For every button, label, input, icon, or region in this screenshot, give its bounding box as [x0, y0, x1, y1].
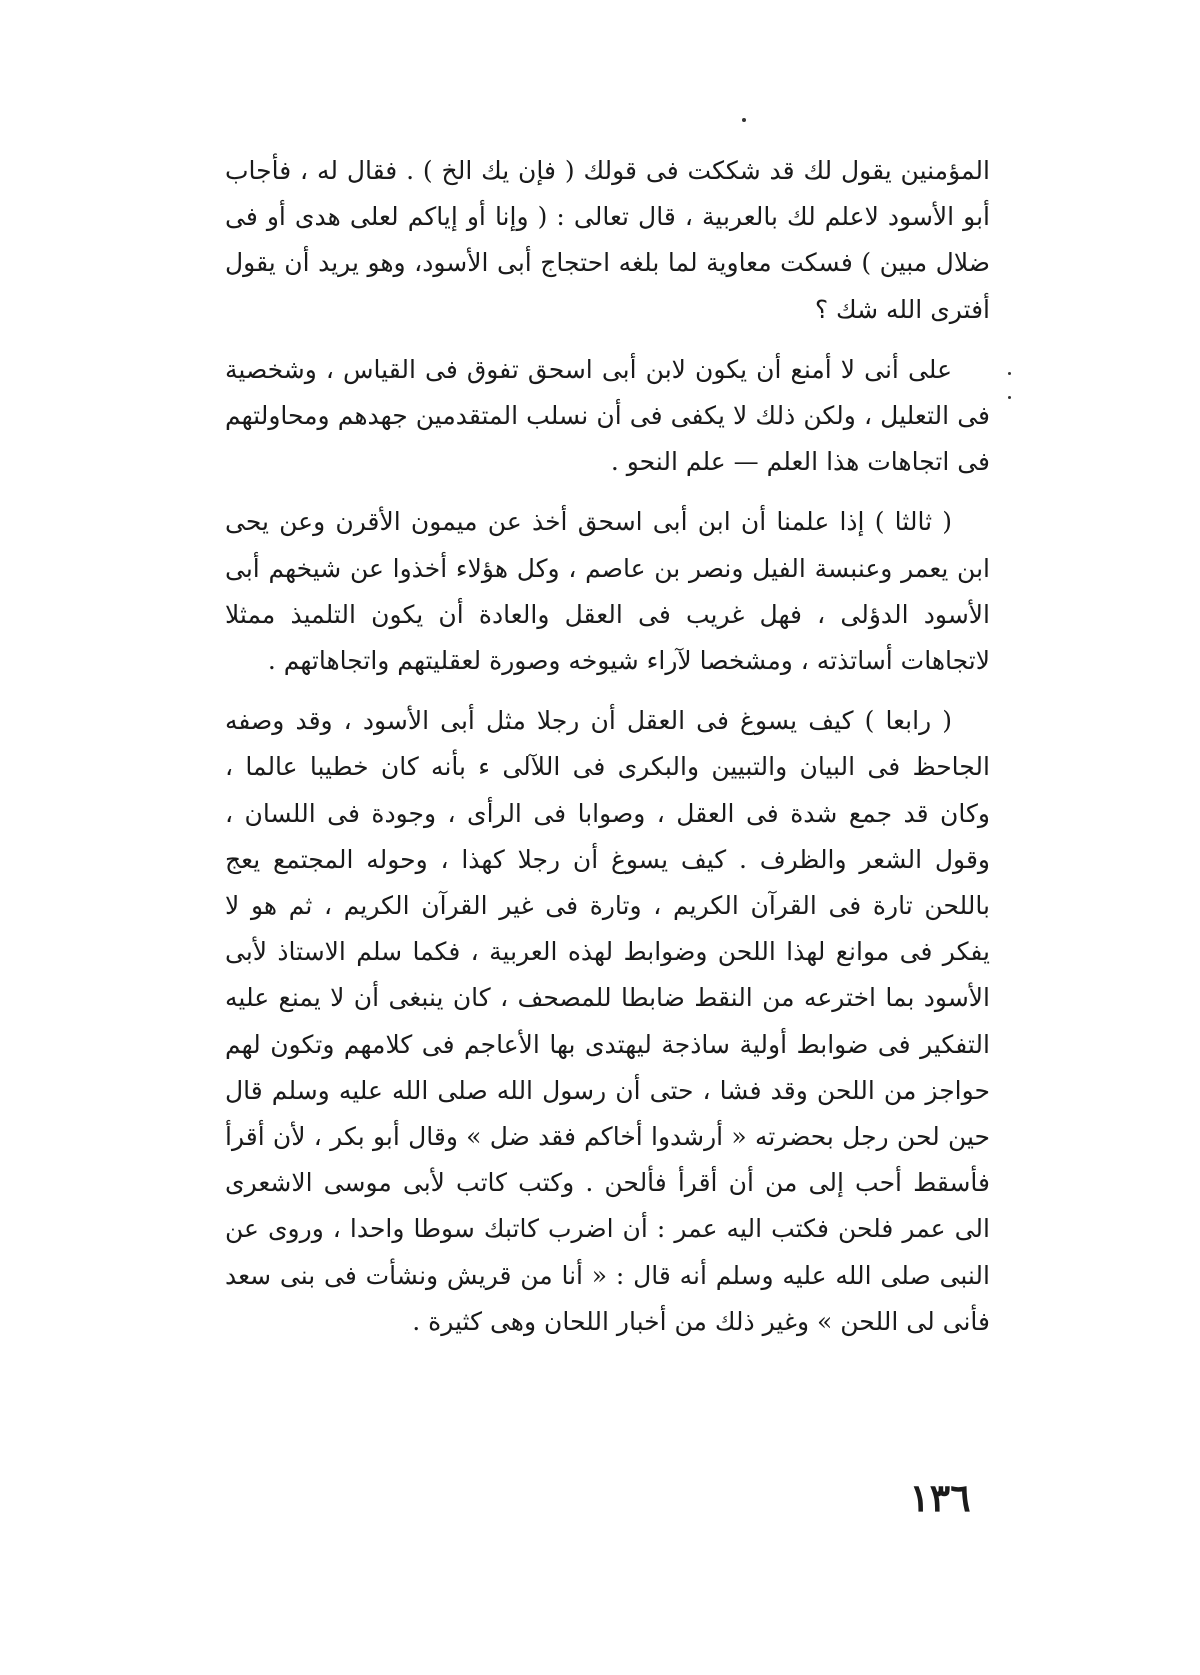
paragraph-3: ( ثالثا ) إذا علمنا أن ابن أبى اسحق أخذ عن ميمون الأقرن وعن يحى ابن يعمر وعنبسة الفيل ونصر بن عاصم ، وكل هؤلاء أخذوا عن شيخهم أبى الأسود الدؤلى ، فهل غريب فى العقل والعادة أن يكون التلميذ ممثلا لاتجاهات أساتذته ، ومشخصا لآراء شيوخه وصورة لعقليتهم واتجاهاتهم .: [225, 507, 990, 676]
paragraph-1: المؤمنين يقول لك قد شككت فى قولك ( فإن يك الخ ) . فقال له ، فأجاب أبو الأسود لاعلم لك بالعربية ، قال تعالى : ( وإنا أو إياكم لعلى هدى أو فى ضلال مبين ) فسكت معاوية لما بلغه احتجاج أبى الأسود، وهو يريد أن يقول أفترى الله شك ؟: [225, 156, 990, 324]
ink-speck: [1008, 396, 1011, 399]
paragraph-2: على أنى لا أمنع أن يكون لابن أبى اسحق تفوق فى القياس ، وشخصية فى التعليل ، ولكن ذلك لا يكفى فى أن نسلب المتقدمين جهدهم ومحاولتهم فى اتجاهات هذا العلم — علم النحو .: [225, 354, 990, 477]
ink-speck: [742, 118, 746, 122]
paragraph-4: ( رابعا ) كيف يسوغ فى العقل أن رجلا مثل أبى الأسود ، وقد وصفه الجاحظ فى البيان والتبيين والبكرى فى اللآلى ء بأنه كان خطيبا عالما ، وكان قد جمع شدة فى العقل ، وصوابا فى الرأى ، وجودة فى اللسان ، وقول الشعر والظرف . كيف يسوغ أن رجلا كهذا ، وحوله المجتمع يعج باللحن تارة فى القرآن الكريم ، وتارة فى غير القرآن الكريم ، ثم هو لا يفكر فى موانع لهذا اللحن وضوابط لهذه العربية ، فكما سلم الاستاذ لأبى الأسود بما اخترعه من النقط ضابطا للمصحف ، كان ينبغى أن لا يمنع عليه التفكير فى ضوابط أولية ساذجة ليهتدى بها الأعاجم فى كلامهم وتكون لهم حواجز من اللحن وقد فشا ، حتى أن رسول الله صلى الله عليه وسلم قال حين لحن رجل بحضرته « أرشدوا أخاكم فقد ضل » وقال أبو بكر ، لأن أقرأ فأسقط أحب إلى من أن أقرأ فألحن . وكتب كاتب لأبى موسى الاشعرى الى عمر فلحن فكتب اليه عمر : أن اضرب كاتبك سوطا واحدا ، وروى عن النبى صلى الله عليه وسلم أنه قال : « أنا من قريش ونشأت فى بنى سعد فأنى لى اللحن » وغير ذلك من أخبار اللحان وهى كثيرة .: [225, 706, 990, 1336]
ink-speck: [1008, 372, 1011, 375]
body-text: [225, 148, 990, 1359]
page-number: ١٣٦: [909, 1475, 971, 1520]
